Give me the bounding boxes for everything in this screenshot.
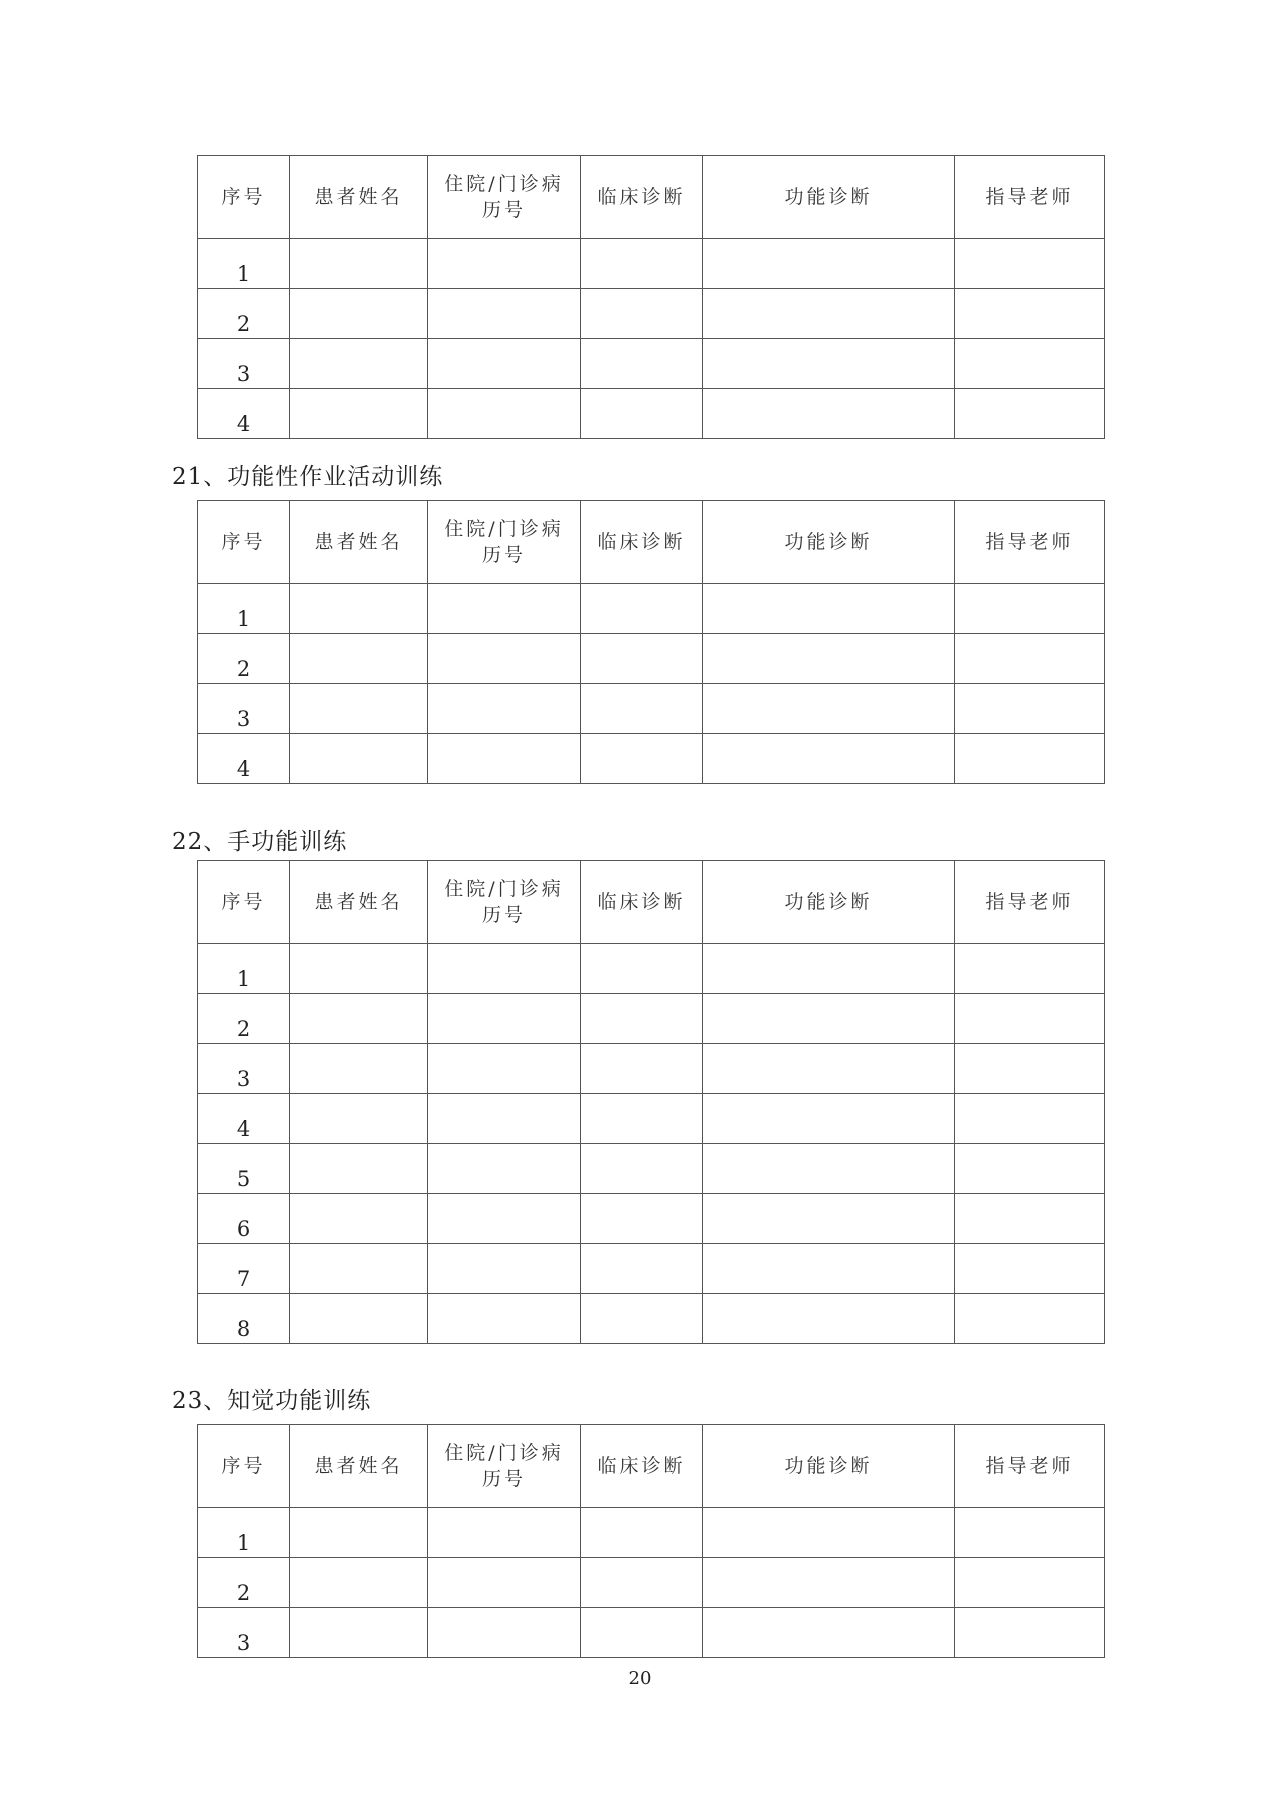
row-number: 6	[198, 1194, 290, 1244]
record-table	[197, 1424, 1105, 1658]
empty-cell-patient-name[interactable]	[290, 1294, 428, 1344]
record-table	[197, 500, 1105, 784]
column-header-record-number: 住院/门诊病历号	[428, 861, 581, 944]
empty-cell-functional-diagnosis[interactable]	[703, 339, 955, 389]
column-header-clinical-diagnosis: 临床诊断	[581, 861, 703, 944]
empty-cell-patient-name[interactable]	[290, 1144, 428, 1194]
empty-cell-instructor[interactable]	[955, 584, 1105, 634]
table-row	[198, 1608, 1105, 1658]
page-number: 20	[628, 1668, 652, 1689]
empty-cell-instructor[interactable]	[955, 684, 1105, 734]
section-title: 23、知觉功能训练	[172, 1388, 372, 1414]
empty-cell-patient-name[interactable]	[290, 1194, 428, 1244]
empty-cell-patient-name[interactable]	[290, 994, 428, 1044]
section-title: 22、手功能训练	[172, 829, 348, 855]
column-header-instructor: 指导老师	[955, 156, 1105, 239]
empty-cell-functional-diagnosis[interactable]	[703, 1194, 955, 1244]
empty-cell-record-number[interactable]	[428, 339, 581, 389]
empty-cell-instructor[interactable]	[955, 1144, 1105, 1194]
table-row	[198, 1558, 1105, 1608]
table-row	[198, 1094, 1105, 1144]
empty-cell-functional-diagnosis[interactable]	[703, 684, 955, 734]
empty-cell-clinical-diagnosis[interactable]	[581, 1144, 703, 1194]
empty-cell-record-number[interactable]	[428, 994, 581, 1044]
empty-cell-patient-name[interactable]	[290, 239, 428, 289]
empty-cell-record-number[interactable]	[428, 1144, 581, 1194]
empty-cell-record-number[interactable]	[428, 1558, 581, 1608]
empty-cell-record-number[interactable]	[428, 584, 581, 634]
empty-cell-clinical-diagnosis[interactable]	[581, 1044, 703, 1094]
table-row	[198, 994, 1105, 1044]
empty-cell-instructor[interactable]	[955, 1244, 1105, 1294]
empty-cell-patient-name[interactable]	[290, 734, 428, 784]
row-number: 2	[198, 634, 290, 684]
empty-cell-patient-name[interactable]	[290, 1608, 428, 1658]
row-number: 7	[198, 1244, 290, 1294]
empty-cell-patient-name[interactable]	[290, 339, 428, 389]
empty-cell-functional-diagnosis[interactable]	[703, 389, 955, 439]
table-row	[198, 944, 1105, 994]
row-number: 1	[198, 1508, 290, 1558]
empty-cell-clinical-diagnosis[interactable]	[581, 1558, 703, 1608]
empty-cell-record-number[interactable]	[428, 1608, 581, 1658]
empty-cell-clinical-diagnosis[interactable]	[581, 1094, 703, 1144]
empty-cell-instructor[interactable]	[955, 1194, 1105, 1244]
empty-cell-clinical-diagnosis[interactable]	[581, 339, 703, 389]
empty-cell-instructor[interactable]	[955, 289, 1105, 339]
empty-cell-record-number[interactable]	[428, 239, 581, 289]
table-header-row	[198, 156, 1105, 239]
empty-cell-clinical-diagnosis[interactable]	[581, 684, 703, 734]
empty-cell-patient-name[interactable]	[290, 289, 428, 339]
empty-cell-record-number[interactable]	[428, 1294, 581, 1344]
empty-cell-clinical-diagnosis[interactable]	[581, 584, 703, 634]
empty-cell-functional-diagnosis[interactable]	[703, 1294, 955, 1344]
empty-cell-instructor[interactable]	[955, 339, 1105, 389]
empty-cell-patient-name[interactable]	[290, 1244, 428, 1294]
empty-cell-clinical-diagnosis[interactable]	[581, 389, 703, 439]
empty-cell-record-number[interactable]	[428, 1194, 581, 1244]
empty-cell-clinical-diagnosis[interactable]	[581, 1508, 703, 1558]
column-header-record-number: 住院/门诊病历号	[428, 501, 581, 584]
empty-cell-instructor[interactable]	[955, 634, 1105, 684]
empty-cell-record-number[interactable]	[428, 1244, 581, 1294]
empty-cell-record-number[interactable]	[428, 1044, 581, 1094]
table-header-row	[198, 1425, 1105, 1508]
column-header-instructor: 指导老师	[955, 501, 1105, 584]
column-header-record-number: 住院/门诊病历号	[428, 1425, 581, 1508]
empty-cell-instructor[interactable]	[955, 1608, 1105, 1658]
table-row	[198, 1194, 1105, 1244]
empty-cell-instructor[interactable]	[955, 1294, 1105, 1344]
empty-cell-patient-name[interactable]	[290, 944, 428, 994]
empty-cell-functional-diagnosis[interactable]	[703, 1508, 955, 1558]
empty-cell-record-number[interactable]	[428, 734, 581, 784]
table-header-row	[198, 861, 1105, 944]
empty-cell-functional-diagnosis[interactable]	[703, 239, 955, 289]
table-row	[198, 634, 1105, 684]
empty-cell-instructor[interactable]	[955, 1094, 1105, 1144]
empty-cell-functional-diagnosis[interactable]	[703, 994, 955, 1044]
row-number: 2	[198, 994, 290, 1044]
table-row	[198, 239, 1105, 289]
row-number: 5	[198, 1144, 290, 1194]
column-header-patient-name: 患者姓名	[290, 156, 428, 239]
empty-cell-record-number[interactable]	[428, 684, 581, 734]
empty-cell-instructor[interactable]	[955, 1044, 1105, 1094]
section-title: 21、功能性作业活动训练	[172, 464, 444, 490]
column-header-functional-diagnosis: 功能诊断	[703, 1425, 955, 1508]
column-header-patient-name: 患者姓名	[290, 501, 428, 584]
empty-cell-patient-name[interactable]	[290, 1558, 428, 1608]
empty-cell-clinical-diagnosis[interactable]	[581, 734, 703, 784]
empty-cell-record-number[interactable]	[428, 289, 581, 339]
column-header-patient-name: 患者姓名	[290, 861, 428, 944]
empty-cell-record-number[interactable]	[428, 634, 581, 684]
column-header-instructor: 指导老师	[955, 861, 1105, 944]
record-table	[197, 155, 1105, 439]
empty-cell-patient-name[interactable]	[290, 389, 428, 439]
column-header-record-number: 住院/门诊病历号	[428, 156, 581, 239]
empty-cell-instructor[interactable]	[955, 734, 1105, 784]
record-table	[197, 860, 1105, 1344]
column-header-instructor: 指导老师	[955, 1425, 1105, 1508]
column-header-seq: 序号	[198, 861, 290, 944]
row-number: 1	[198, 944, 290, 994]
empty-cell-patient-name[interactable]	[290, 1508, 428, 1558]
column-header-patient-name: 患者姓名	[290, 1425, 428, 1508]
row-number: 4	[198, 734, 290, 784]
table-header-row	[198, 501, 1105, 584]
row-number: 3	[198, 1608, 290, 1658]
empty-cell-instructor[interactable]	[955, 994, 1105, 1044]
empty-cell-clinical-diagnosis[interactable]	[581, 289, 703, 339]
column-header-functional-diagnosis: 功能诊断	[703, 861, 955, 944]
table-row	[198, 1294, 1105, 1344]
empty-cell-functional-diagnosis[interactable]	[703, 584, 955, 634]
empty-cell-clinical-diagnosis[interactable]	[581, 1608, 703, 1658]
empty-cell-clinical-diagnosis[interactable]	[581, 994, 703, 1044]
table-row	[198, 1044, 1105, 1094]
empty-cell-patient-name[interactable]	[290, 684, 428, 734]
column-header-functional-diagnosis: 功能诊断	[703, 501, 955, 584]
row-number: 1	[198, 584, 290, 634]
column-header-seq: 序号	[198, 501, 290, 584]
empty-cell-functional-diagnosis[interactable]	[703, 1094, 955, 1144]
row-number: 3	[198, 1044, 290, 1094]
empty-cell-functional-diagnosis[interactable]	[703, 734, 955, 784]
column-header-seq: 序号	[198, 1425, 290, 1508]
column-header-seq: 序号	[198, 156, 290, 239]
empty-cell-record-number[interactable]	[428, 944, 581, 994]
column-header-functional-diagnosis: 功能诊断	[703, 156, 955, 239]
empty-cell-clinical-diagnosis[interactable]	[581, 1244, 703, 1294]
table-row	[198, 1144, 1105, 1194]
table-row	[198, 339, 1105, 389]
empty-cell-patient-name[interactable]	[290, 1044, 428, 1094]
row-number: 2	[198, 289, 290, 339]
empty-cell-instructor[interactable]	[955, 389, 1105, 439]
column-header-clinical-diagnosis: 临床诊断	[581, 501, 703, 584]
empty-cell-clinical-diagnosis[interactable]	[581, 1294, 703, 1344]
table-row	[198, 684, 1105, 734]
empty-cell-patient-name[interactable]	[290, 1094, 428, 1144]
row-number: 4	[198, 389, 290, 439]
empty-cell-functional-diagnosis[interactable]	[703, 1044, 955, 1094]
empty-cell-instructor[interactable]	[955, 1558, 1105, 1608]
empty-cell-record-number[interactable]	[428, 389, 581, 439]
row-number: 4	[198, 1094, 290, 1144]
empty-cell-clinical-diagnosis[interactable]	[581, 634, 703, 684]
empty-cell-record-number[interactable]	[428, 1508, 581, 1558]
empty-cell-record-number[interactable]	[428, 1094, 581, 1144]
empty-cell-instructor[interactable]	[955, 239, 1105, 289]
empty-cell-functional-diagnosis[interactable]	[703, 1608, 955, 1658]
table-row	[198, 389, 1105, 439]
empty-cell-instructor[interactable]	[955, 944, 1105, 994]
row-number: 8	[198, 1294, 290, 1344]
empty-cell-instructor[interactable]	[955, 1508, 1105, 1558]
empty-cell-clinical-diagnosis[interactable]	[581, 944, 703, 994]
empty-cell-functional-diagnosis[interactable]	[703, 1144, 955, 1194]
column-header-clinical-diagnosis: 临床诊断	[581, 1425, 703, 1508]
empty-cell-functional-diagnosis[interactable]	[703, 634, 955, 684]
empty-cell-functional-diagnosis[interactable]	[703, 1244, 955, 1294]
empty-cell-patient-name[interactable]	[290, 634, 428, 684]
table-row	[198, 734, 1105, 784]
empty-cell-clinical-diagnosis[interactable]	[581, 1194, 703, 1244]
table-row	[198, 1508, 1105, 1558]
row-number: 3	[198, 339, 290, 389]
empty-cell-functional-diagnosis[interactable]	[703, 1558, 955, 1608]
table-row	[198, 289, 1105, 339]
row-number: 2	[198, 1558, 290, 1608]
table-row	[198, 1244, 1105, 1294]
empty-cell-patient-name[interactable]	[290, 584, 428, 634]
row-number: 1	[198, 239, 290, 289]
empty-cell-clinical-diagnosis[interactable]	[581, 239, 703, 289]
empty-cell-functional-diagnosis[interactable]	[703, 289, 955, 339]
empty-cell-functional-diagnosis[interactable]	[703, 944, 955, 994]
row-number: 3	[198, 684, 290, 734]
table-row	[198, 584, 1105, 634]
column-header-clinical-diagnosis: 临床诊断	[581, 156, 703, 239]
